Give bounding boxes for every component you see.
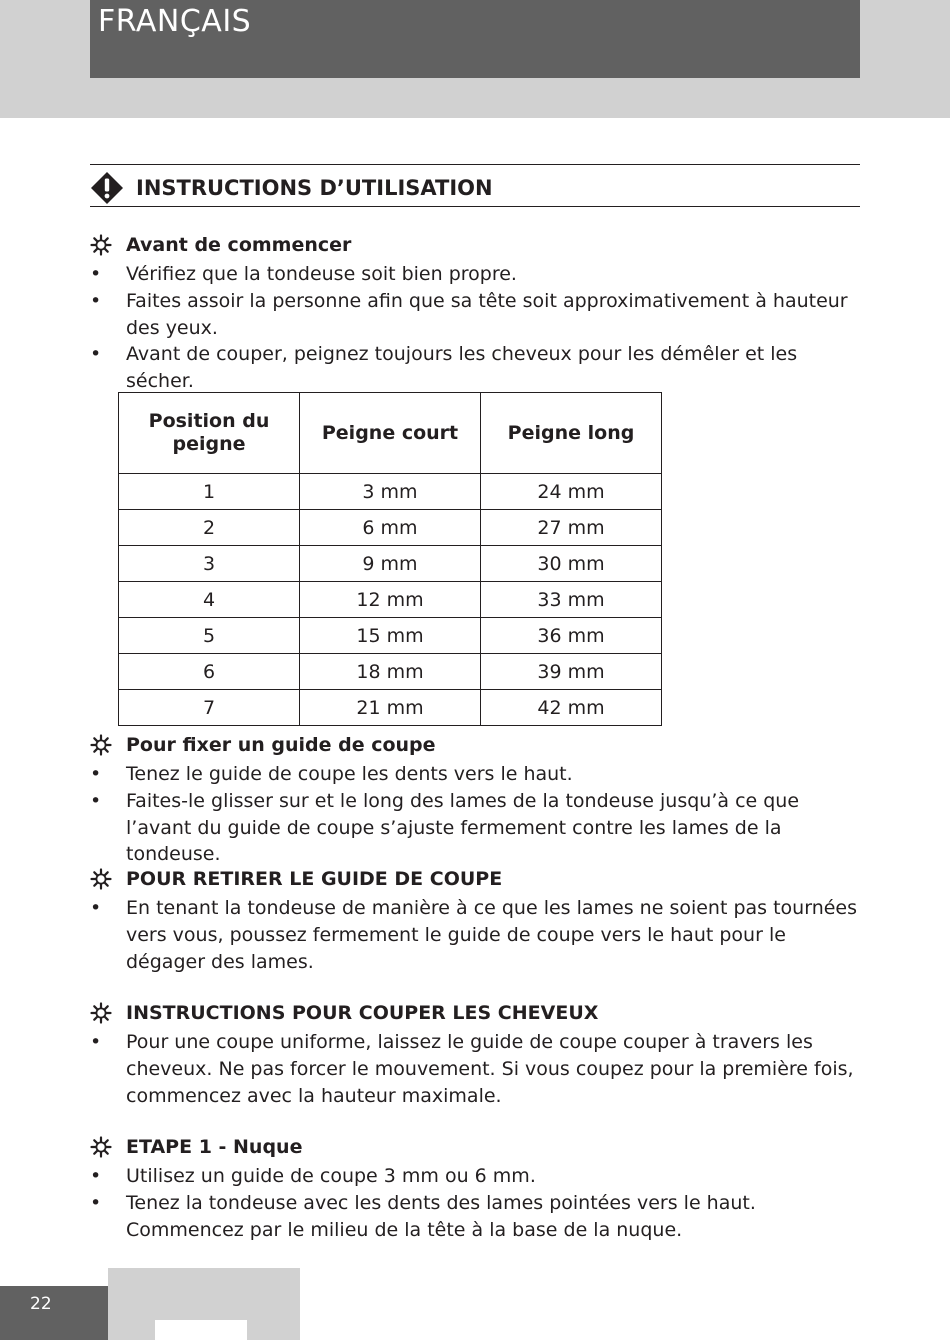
table-row — [119, 618, 662, 654]
table-row — [119, 690, 662, 726]
language-title: FRANÇAIS — [98, 4, 252, 39]
column-header-long-comb: Peigne long — [481, 393, 662, 474]
before-start-list — [90, 261, 870, 395]
table-cell: 7 — [119, 690, 300, 726]
table-cell: 42 mm — [481, 690, 662, 726]
table-cell: 27 mm — [481, 510, 662, 546]
list-item: • Avant de couper, peignez toujours les cheveux pour les démêler et les sécher. — [90, 343, 798, 393]
list-item: • Tenez le guide de coupe les dents vers le haut. — [90, 763, 573, 785]
table-cell: 39 mm — [481, 654, 662, 690]
table-row — [119, 510, 662, 546]
column-header-short-comb: Peigne court — [300, 393, 481, 474]
table-row — [119, 582, 662, 618]
section-title: INSTRUCTIONS D’UTILISATION — [136, 176, 493, 200]
table-cell: 3 — [119, 546, 300, 582]
section-rule-bottom — [90, 206, 860, 207]
page-number-box — [0, 1286, 108, 1340]
list-item: • Faites-le glisser sur et le long des lames de la tondeuse jusqu’à ce que l’avant du guide de coupe s’ajuste fermement contre les lames de la tondeuse. — [90, 789, 800, 866]
attach-guide-list — [90, 761, 870, 868]
table-cell: 2 — [119, 510, 300, 546]
star-icon — [90, 234, 112, 256]
table-cell: 24 mm — [481, 474, 662, 510]
list-item: • Pour une coupe uniforme, laissez le guide de coupe couper à travers les cheveux. Ne pas forcer le mouvement. Si vous coupez pour la première fois, commencez avec la hauteur maximale. — [90, 1031, 854, 1107]
list-item: • Faites assoir la personne afin que sa tête soit approximativement à hauteur des yeux. — [90, 289, 848, 339]
table-cell: 21 mm — [300, 690, 481, 726]
star-icon — [90, 734, 112, 756]
table-row — [119, 474, 662, 510]
star-icon — [90, 1136, 112, 1158]
comb-position-table — [118, 392, 662, 726]
star-icon — [90, 1002, 112, 1024]
list-item: • En tenant la tondeuse de manière à ce que les lames ne soient pas tournées vers vous, poussez fermement le guide de coupe vers le haut pour le dégager des lames. — [90, 897, 858, 973]
table-cell: 12 mm — [300, 582, 481, 618]
table-row — [119, 546, 662, 582]
table-cell: 9 mm — [300, 546, 481, 582]
remove-guide-title: POUR RETIRER LE GUIDE DE COUPE — [126, 868, 503, 890]
remove-guide-heading — [90, 868, 502, 890]
table-cell: 15 mm — [300, 618, 481, 654]
table-cell: 3 mm — [300, 474, 481, 510]
section-rule-top — [90, 164, 860, 165]
section-heading — [90, 172, 493, 204]
before-start-title: Avant de commencer — [126, 234, 352, 256]
table-cell: 30 mm — [481, 546, 662, 582]
step1-title: ETAPE 1 - Nuque — [126, 1136, 303, 1158]
table-cell: 1 — [119, 474, 300, 510]
list-item: • Tenez la tondeuse avec les dents des lames pointées vers le haut. Commencez par le milieu de la tête à la base de la nuque. — [90, 1191, 756, 1241]
table-row — [119, 654, 662, 690]
cutting-instructions-heading — [90, 1002, 598, 1024]
table-header-row — [119, 393, 662, 474]
attach-guide-heading — [90, 734, 436, 756]
column-header-position: Position du peigne — [119, 393, 300, 474]
language-banner — [90, 0, 860, 78]
table-cell: 6 mm — [300, 510, 481, 546]
footer-decoration — [155, 1320, 247, 1340]
star-icon — [90, 868, 112, 890]
step1-list — [90, 1163, 870, 1243]
cutting-instructions-list — [90, 1029, 870, 1109]
attach-guide-title: Pour fixer un guide de coupe — [126, 734, 436, 756]
cutting-instructions-title: INSTRUCTIONS POUR COUPER LES CHEVEUX — [126, 1002, 599, 1024]
table-cell: 36 mm — [481, 618, 662, 654]
table-cell: 5 — [119, 618, 300, 654]
table-cell: 6 — [119, 654, 300, 690]
list-item: • Vérifiez que la tondeuse soit bien propre. — [90, 263, 517, 285]
before-start-heading — [90, 234, 351, 256]
table-cell: 4 — [119, 582, 300, 618]
table-cell: 18 mm — [300, 654, 481, 690]
remove-guide-list — [90, 895, 870, 975]
step1-heading — [90, 1136, 302, 1158]
list-item: • Utilisez un guide de coupe 3 mm ou 6 mm. — [90, 1165, 536, 1187]
page-number: 22 — [30, 1294, 52, 1314]
warning-icon — [90, 171, 124, 205]
table-cell: 33 mm — [481, 582, 662, 618]
